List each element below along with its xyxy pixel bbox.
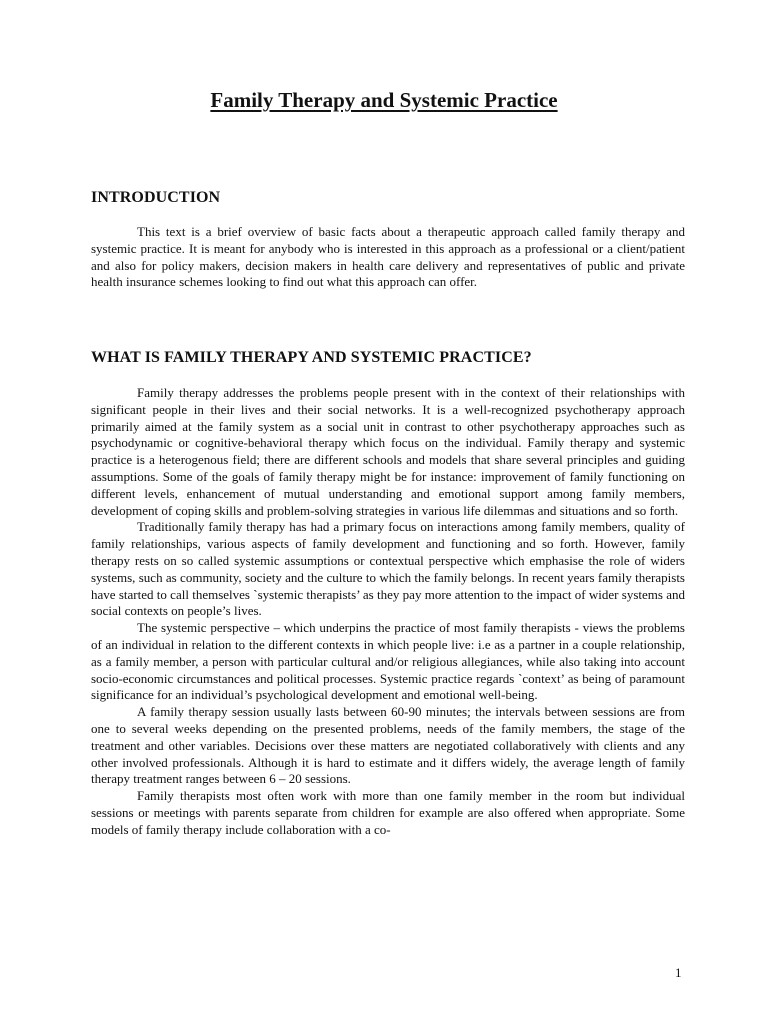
- introduction-body: [91, 224, 685, 291]
- paragraph: This text is a brief overview of basic facts about a therapeutic approach called family therapy and systemic practice. It is meant for anybody who is interested in this approach as a professional or a client/patient and also for policy makers, decision makers in health care delivery and representatives of public and private health insurance schemes looking to find out what this approach can offer.: [91, 224, 685, 290]
- paragraph: Family therapists most often work with more than one family member in the room but individual sessions or meetings with parents separate from children for example are also offered when appropriate. Some models of family therapy include collaboration with a co-: [91, 788, 685, 837]
- what-is-body: [91, 385, 685, 839]
- paragraph: Family therapy addresses the problems people present with in the context of their relationships with significant people in their lives and their social networks. It is a well-recognized psychotherapy approach primarily aimed at the family system as a social unit in contrast to other psychotherapy approaches such as psychodynamic or cognitive-behavioral therapy which focus on the individual. Family therapy and systemic practice is a heterogenous field; there are different schools and models that share several principles and guiding assumptions. Some of the goals of family therapy might be for instance: improvement of family functioning on different levels, enhancement of mutual understanding and emotional support among family members, development of coping skills and problem-solving strategies in various life dilemmas and situations and so forth.: [91, 385, 685, 518]
- page-number: 1: [675, 965, 682, 980]
- section-heading-introduction: INTRODUCTION: [91, 189, 221, 206]
- paragraph: A family therapy session usually lasts between 60-90 minutes; the intervals between sessions are from one to several weeks depending on the presented problems, needs of the family members, the stage of the treatment and other variables. Decisions over these matters are negotiated collaboratively with clients and any other involved professionals. Although it is hard to estimate and it differs widely, the average length of family therapy treatment ranges between 6 – 20 sessions.: [91, 704, 685, 787]
- paragraph: Traditionally family therapy has had a primary focus on interactions among family members, quality of family relationships, various aspects of family development and functioning and so forth. However, family therapy rests on so called systemic assumptions or contextual perspective which emphasise the role of widers systems, such as community, society and the culture to which the family belongs. In recent years family therapists have started to call themselves `systemic therapists’ as they pay more attention to the impact of wider systems and social contexts on people’s lives.: [91, 519, 685, 619]
- section-heading-what-is: WHAT IS FAMILY THERAPY AND SYSTEMIC PRACTICE?: [91, 349, 532, 366]
- paragraph: The systemic perspective – which underpins the practice of most family therapists - views the problems of an individual in relation to the different contexts in which people live: i.e as a partner in a couple relationship, as a family member, a person with particular cultural and/or religious allegiances, while also taking into account socio-economic circumstances and political processes. Systemic practice regards `context’ as being of paramount significance for an individual’s psychological development and emotional well-being.: [91, 620, 685, 703]
- document-title: Family Therapy and Systemic Practice: [210, 88, 558, 112]
